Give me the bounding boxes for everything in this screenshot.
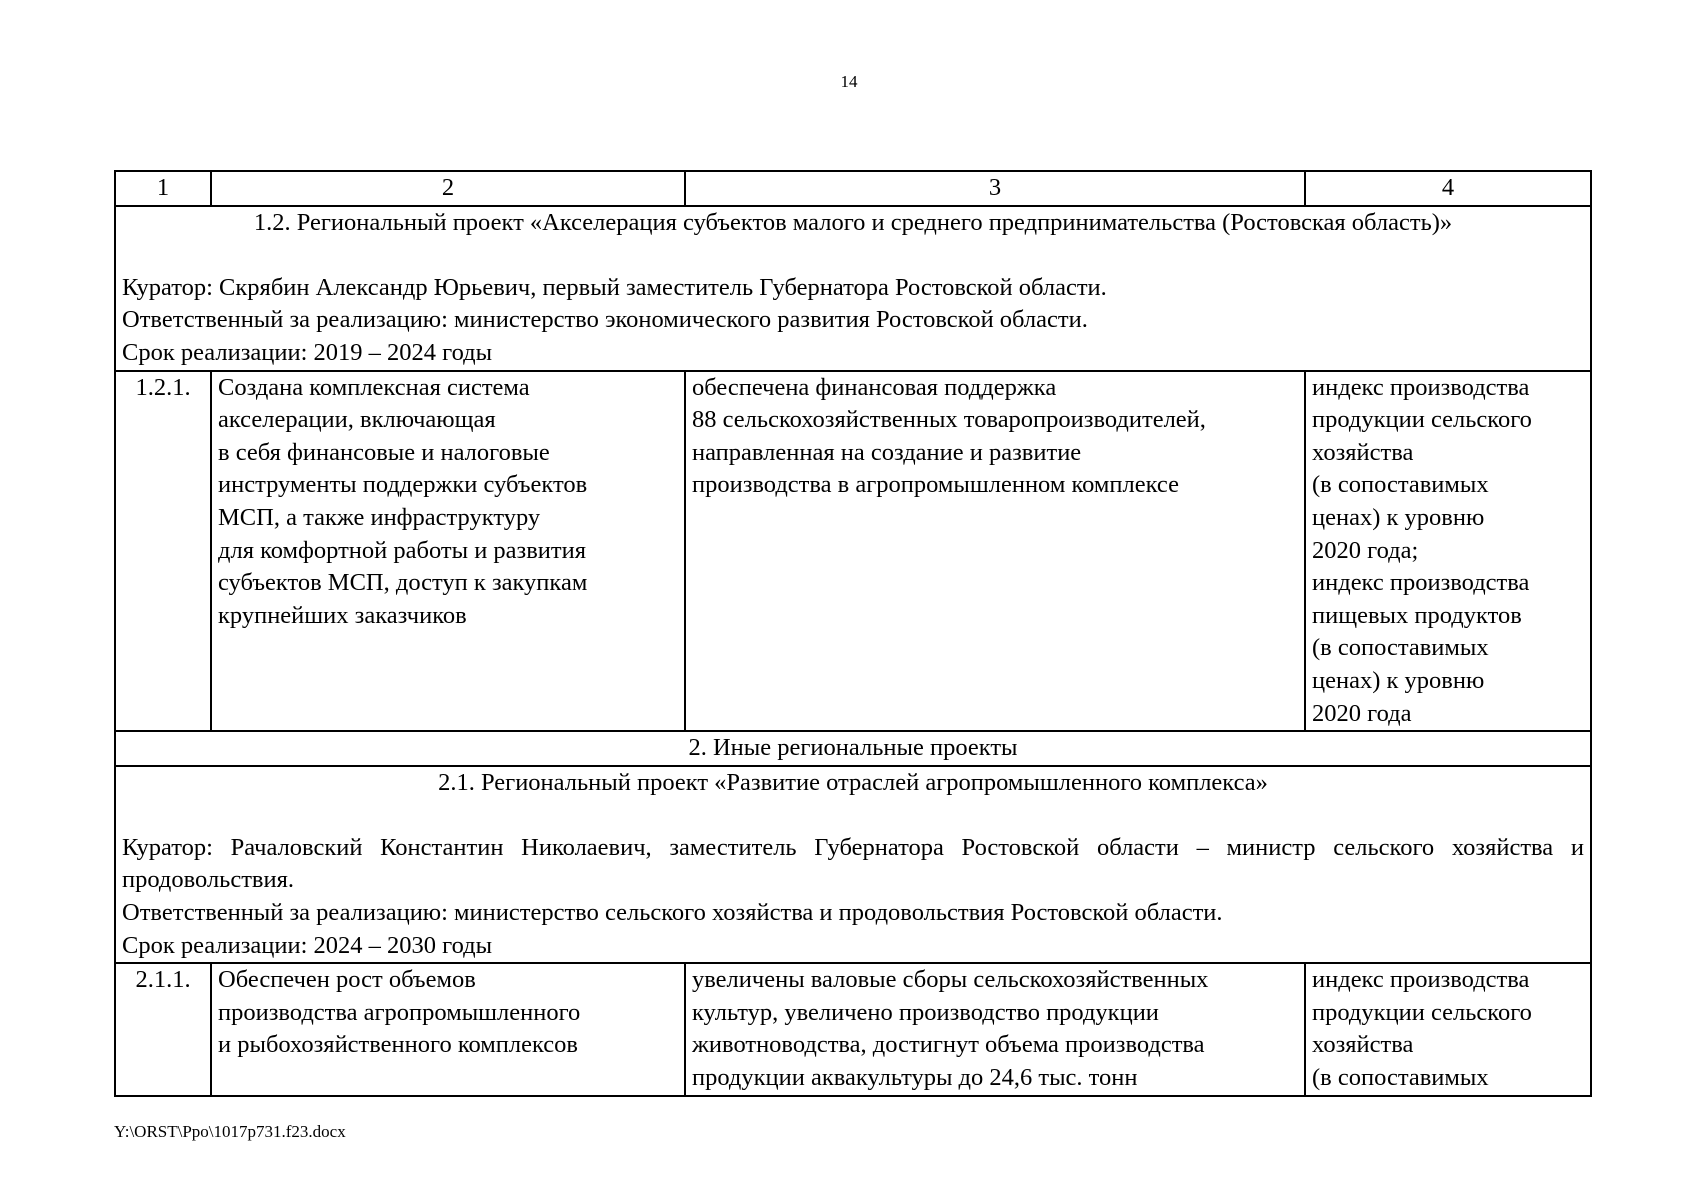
project-2-1-term: Срок реализации: 2024 – 2030 годы (122, 931, 493, 959)
header-cell-2: 2 (211, 171, 685, 206)
page-number: 14 (840, 72, 858, 91)
table-row-2-1-1 (115, 963, 1591, 1095)
result-description: увеличены валовые сборы сельскохозяйственных культур, увеличено производство продукции животноводства, достигнут объема производства продукции аквакультуры до 24,6 тыс. тонн (685, 963, 1305, 1095)
project-1-2-title: 1.2. Региональный проект «Акселерация субъектов малого и среднего предпринимательства (Ростовская область)» (253, 208, 1453, 236)
project-1-2-row (115, 206, 1591, 371)
project-2-1-responsible: Ответственный за реализацию: министерство сельского хозяйства и продовольствия Ростовской области. (122, 899, 1223, 927)
row-number: 2.1.1. (115, 963, 211, 1095)
project-2-1-row (115, 766, 1591, 964)
table-row-1-2-1 (115, 371, 1591, 732)
project-2-1-cell (115, 766, 1591, 964)
table-header-row (115, 171, 1591, 206)
indicator-description: индекс производства продукции сельского хозяйства (в сопоставимых (1305, 963, 1591, 1095)
project-2-1-curator: Куратор: Рачаловский Константин Николаевич, заместитель Губернатора Ростовской области – министр сельского хозяйства и продовольствия. (122, 833, 1584, 894)
project-1-2-term: Срок реализации: 2019 – 2024 годы (122, 338, 493, 366)
task-description: Создана комплексная система акселерации, включающая в себя финансовые и налоговые инструменты поддержки субъектов МСП, а также инфраструктуру для комфортной работы и развития субъектов МСП, доступ к закупкам крупнейших заказчиков (211, 371, 685, 732)
project-1-2-cell (115, 206, 1591, 371)
project-1-2-responsible: Ответственный за реализацию: министерство экономического развития Ростовской области. (122, 306, 1088, 334)
header-cell-1: 1 (115, 171, 211, 206)
task-description: Обеспечен рост объемов производства агропромышленного и рыбохозяйственного комплексов (211, 963, 685, 1095)
spacer (122, 239, 1584, 272)
indicator-description: индекс производства продукции сельского хозяйства (в сопоставимых ценах) к уровню 2020 года; индекс производства пищевых продуктов (в сопоставимых ценах) к уровню 2020 года (1305, 371, 1591, 732)
footer-file-path: Y:\ORST\Ppo\1017p731.f23.docx (114, 1122, 346, 1141)
result-description: обеспечена финансовая поддержка 88 сельскохозяйственных товаропроизводителей, направленная на создание и развитие производства в агропромышленном комплексе (685, 371, 1305, 732)
program-table (114, 170, 1592, 1097)
row-number: 1.2.1. (115, 371, 211, 732)
project-2-1-title: 2.1. Региональный проект «Развитие отраслей агропромышленного комплекса» (438, 768, 1268, 796)
header-cell-4: 4 (1305, 171, 1591, 206)
section-2-row (115, 731, 1591, 766)
header-cell-3: 3 (685, 171, 1305, 206)
project-1-2-curator: Куратор: Скрябин Александр Юрьевич, первый заместитель Губернатора Ростовской области. (122, 273, 1107, 301)
section-2-title: 2. Иные региональные проекты (115, 731, 1591, 766)
spacer (122, 799, 1584, 832)
